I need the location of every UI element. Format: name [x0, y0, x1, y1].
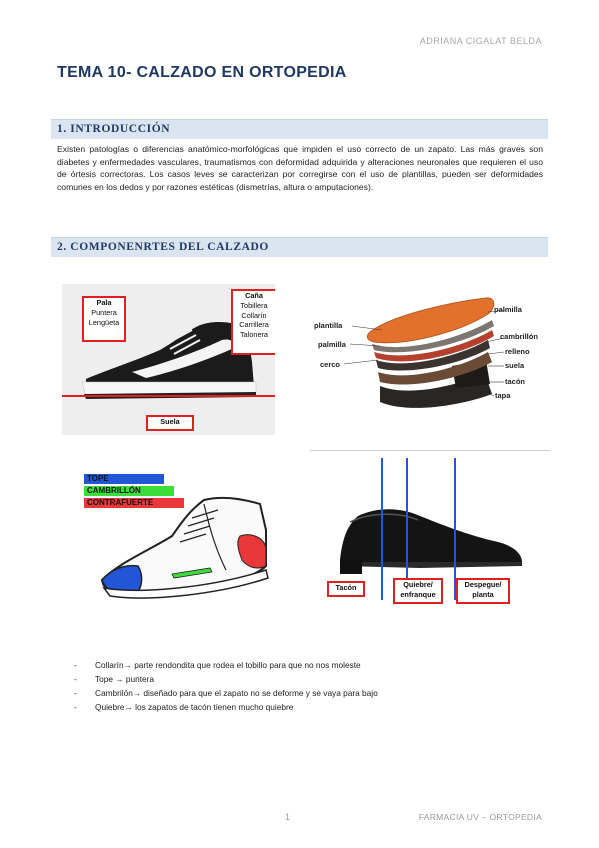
bullet-text: Tope → puntera [95, 674, 155, 684]
cana-item: Tobillera [240, 300, 268, 310]
layer-label-tapa: tapa [495, 391, 511, 400]
bullet-dash: - [74, 688, 77, 698]
layer-label-cambrillon: cambrillón [500, 332, 538, 341]
bullet-text: Quiebre→ los zapatos de tacón tienen mucho quiebre [95, 702, 294, 712]
bullet-dash: - [74, 660, 77, 670]
figure-exploded-layers [310, 286, 550, 416]
bullet-dash: - [74, 674, 77, 684]
cana-title: Caña [245, 291, 263, 300]
bullet-text: Collarín→ parte rendondita que rodea el tobillo para que no nos moleste [95, 660, 361, 670]
bullet-dash: - [74, 702, 77, 712]
cana-item: Collarín [241, 310, 267, 320]
layer-label-palmilla-right: palmilla [494, 305, 522, 314]
pala-title: Pala [96, 298, 112, 307]
figure-sneaker-parts [62, 284, 275, 435]
label-cana [231, 289, 275, 355]
footer-course: FARMACIA UV – ORTOPEDIA [418, 812, 542, 822]
figure-oxford-zones [310, 450, 550, 610]
layer-label-suela: suela [505, 361, 525, 370]
label-despegue: Despegue/ planta [456, 578, 510, 604]
cana-item: Talonera [240, 330, 268, 340]
layer-label-plantilla: plantilla [314, 321, 343, 330]
section-heading-label: 2. COMPONENRTES DEL CALZADO [57, 241, 269, 253]
header-author: ADRIANA CIGALAT BELDA [419, 36, 542, 46]
figure-boot-reinforcements [80, 470, 280, 620]
section-heading-componentes [51, 237, 548, 257]
legend-label-contrafuerte: CONTRAFUERTE [87, 498, 154, 507]
label-pala [82, 296, 126, 342]
footer-page-number: 1 [285, 812, 291, 822]
bullet-text: Cambrilón→ diseñado para que el zapato no se deforme y se vaya para bajo [95, 688, 378, 698]
section-heading-introduccion [51, 119, 548, 139]
layer-label-relleno: relleno [505, 347, 530, 356]
legend-label-tope: TOPE [87, 474, 109, 483]
label-suela: Suela [146, 415, 194, 431]
pala-item: Lengüeta [88, 317, 120, 327]
layer-label-palmilla-left: palmilla [318, 340, 346, 349]
document-title: TEMA 10- CALZADO EN ORTOPEDIA [57, 64, 347, 81]
section-heading-label: 1. INTRODUCCIÓN [57, 123, 171, 135]
intro-paragraph: Existen patologías o diferencias anatómico-morfológicas que impiden el uso correcto de un zapato. Las más graves son diabetes y enfermedades vasculares, traumatismos con deformidad adquirida y alteraciones neuronales que requieren el uso de órtesis correctoras. Los casos leves se caracterizan por corregirse con el uso de plantillas, pueden ser deformidades comunes en los dedos y por razones estéticas (dismetrías, altura o amputaciones). [57, 144, 543, 192]
legend-label-cambrillon: CAMBRILLÓN [87, 486, 141, 495]
label-tacon: Tacón [327, 581, 365, 597]
cana-item: Carrillera [239, 320, 269, 330]
layer-label-cerco: cerco [320, 360, 341, 369]
label-quiebre: Quiebre/ enfranque [393, 578, 443, 604]
boot-illustration [80, 470, 280, 620]
pala-item: Puntera [91, 307, 117, 317]
layer-label-tacon: tacón [505, 377, 526, 386]
